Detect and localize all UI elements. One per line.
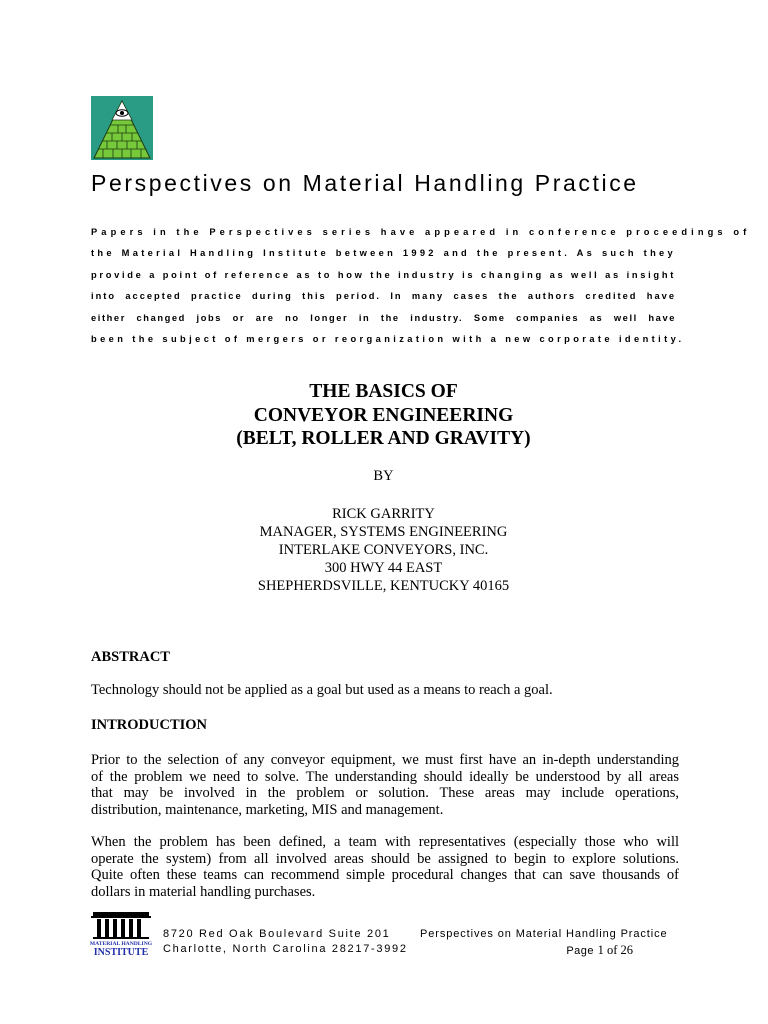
paragraph-line: of the problem we need to solve. The understanding should ideally be understood by all areas: [91, 768, 679, 785]
paper-title-line: (BELT, ROLLER AND GRAVITY): [236, 428, 531, 449]
author-city: SHEPHERDSVILLE, KENTUCKY 40165: [257, 578, 510, 594]
series-intro-line: into accepted practice during this period. In many cases the authors credited have: [91, 291, 676, 302]
paragraph-line: dollars in material handling purchases.: [91, 883, 316, 900]
footer-address: [163, 927, 408, 957]
footer-address-line-1: 8720 Red Oak Boulevard Suite 201: [163, 928, 391, 940]
byline: BY: [373, 468, 394, 484]
author-position: MANAGER, SYSTEMS ENGINEERING: [259, 524, 508, 540]
paper-title-line: CONVEYOR ENGINEERING: [253, 404, 514, 426]
paragraph-line: distribution, maintenance, marketing, MIS and management.: [91, 801, 444, 818]
introduction-paragraph-2: [91, 834, 679, 900]
footer-logo-text-1: MATERIAL HANDLING: [90, 941, 152, 947]
footer-logo-text-2: INSTITUTE: [93, 947, 149, 957]
introduction-paragraph-1: [91, 752, 679, 818]
page-count: 1 of 26: [597, 943, 633, 957]
pyramid-eye-icon: [91, 96, 153, 160]
footer-series-title: Perspectives on Material Handling Practice: [420, 928, 668, 940]
series-intro-line: provide a point of reference as to how the industry is changing as well as insight: [91, 269, 676, 280]
author-company: INTERLAKE CONVEYORS, INC.: [278, 542, 489, 558]
introduction-heading: INTRODUCTION: [91, 717, 208, 733]
abstract-heading: ABSTRACT: [91, 649, 170, 665]
abstract-text: Technology should not be applied as a goal but used as a means to reach a goal.: [91, 682, 553, 698]
page-number: [420, 942, 633, 959]
series-intro-line: been the subject of mergers or reorganization with a new corporate identity.: [91, 333, 685, 344]
footer-address-line-2: Charlotte, North Carolina 28217-3992: [163, 943, 408, 955]
series-intro-line: the Material Handling Institute between 1992 and the present. As such they: [91, 248, 676, 259]
page-label: Page: [566, 945, 598, 957]
paragraph-line: When the problem has been defined, a team with representatives (especially those who will: [91, 834, 679, 850]
series-intro-line: either changed jobs or are no longer in the industry. Some companies as well have: [91, 312, 676, 323]
paragraph-line: operate the system) from all involved areas should be assigned to begin to explore solutions.: [91, 850, 679, 867]
building-columns-icon: [90, 911, 152, 957]
paper-title-line: THE BASICS OF: [309, 381, 458, 402]
paper-title: [91, 380, 676, 451]
paragraph-line: Prior to the selection of any conveyor equipment, we must first have an in-depth understanding: [91, 752, 679, 768]
series-intro-line: Papers in the Perspectives series have appeared in conference proceedings of: [91, 227, 751, 237]
paragraph-line: that may be involved in the problem or solution. These areas may include operations,: [91, 785, 679, 801]
author-street: 300 HWY 44 EAST: [324, 560, 443, 576]
author-block: [91, 505, 676, 595]
series-title: Perspectives on Material Handling Practice: [91, 170, 639, 196]
author-name: RICK GARRITY: [332, 506, 435, 522]
series-intro-paragraph: [91, 222, 751, 350]
paragraph-line: Quite often these teams can recommend simple procedural changes that can save thousands of: [91, 867, 679, 883]
footer-series-info: [420, 926, 668, 959]
